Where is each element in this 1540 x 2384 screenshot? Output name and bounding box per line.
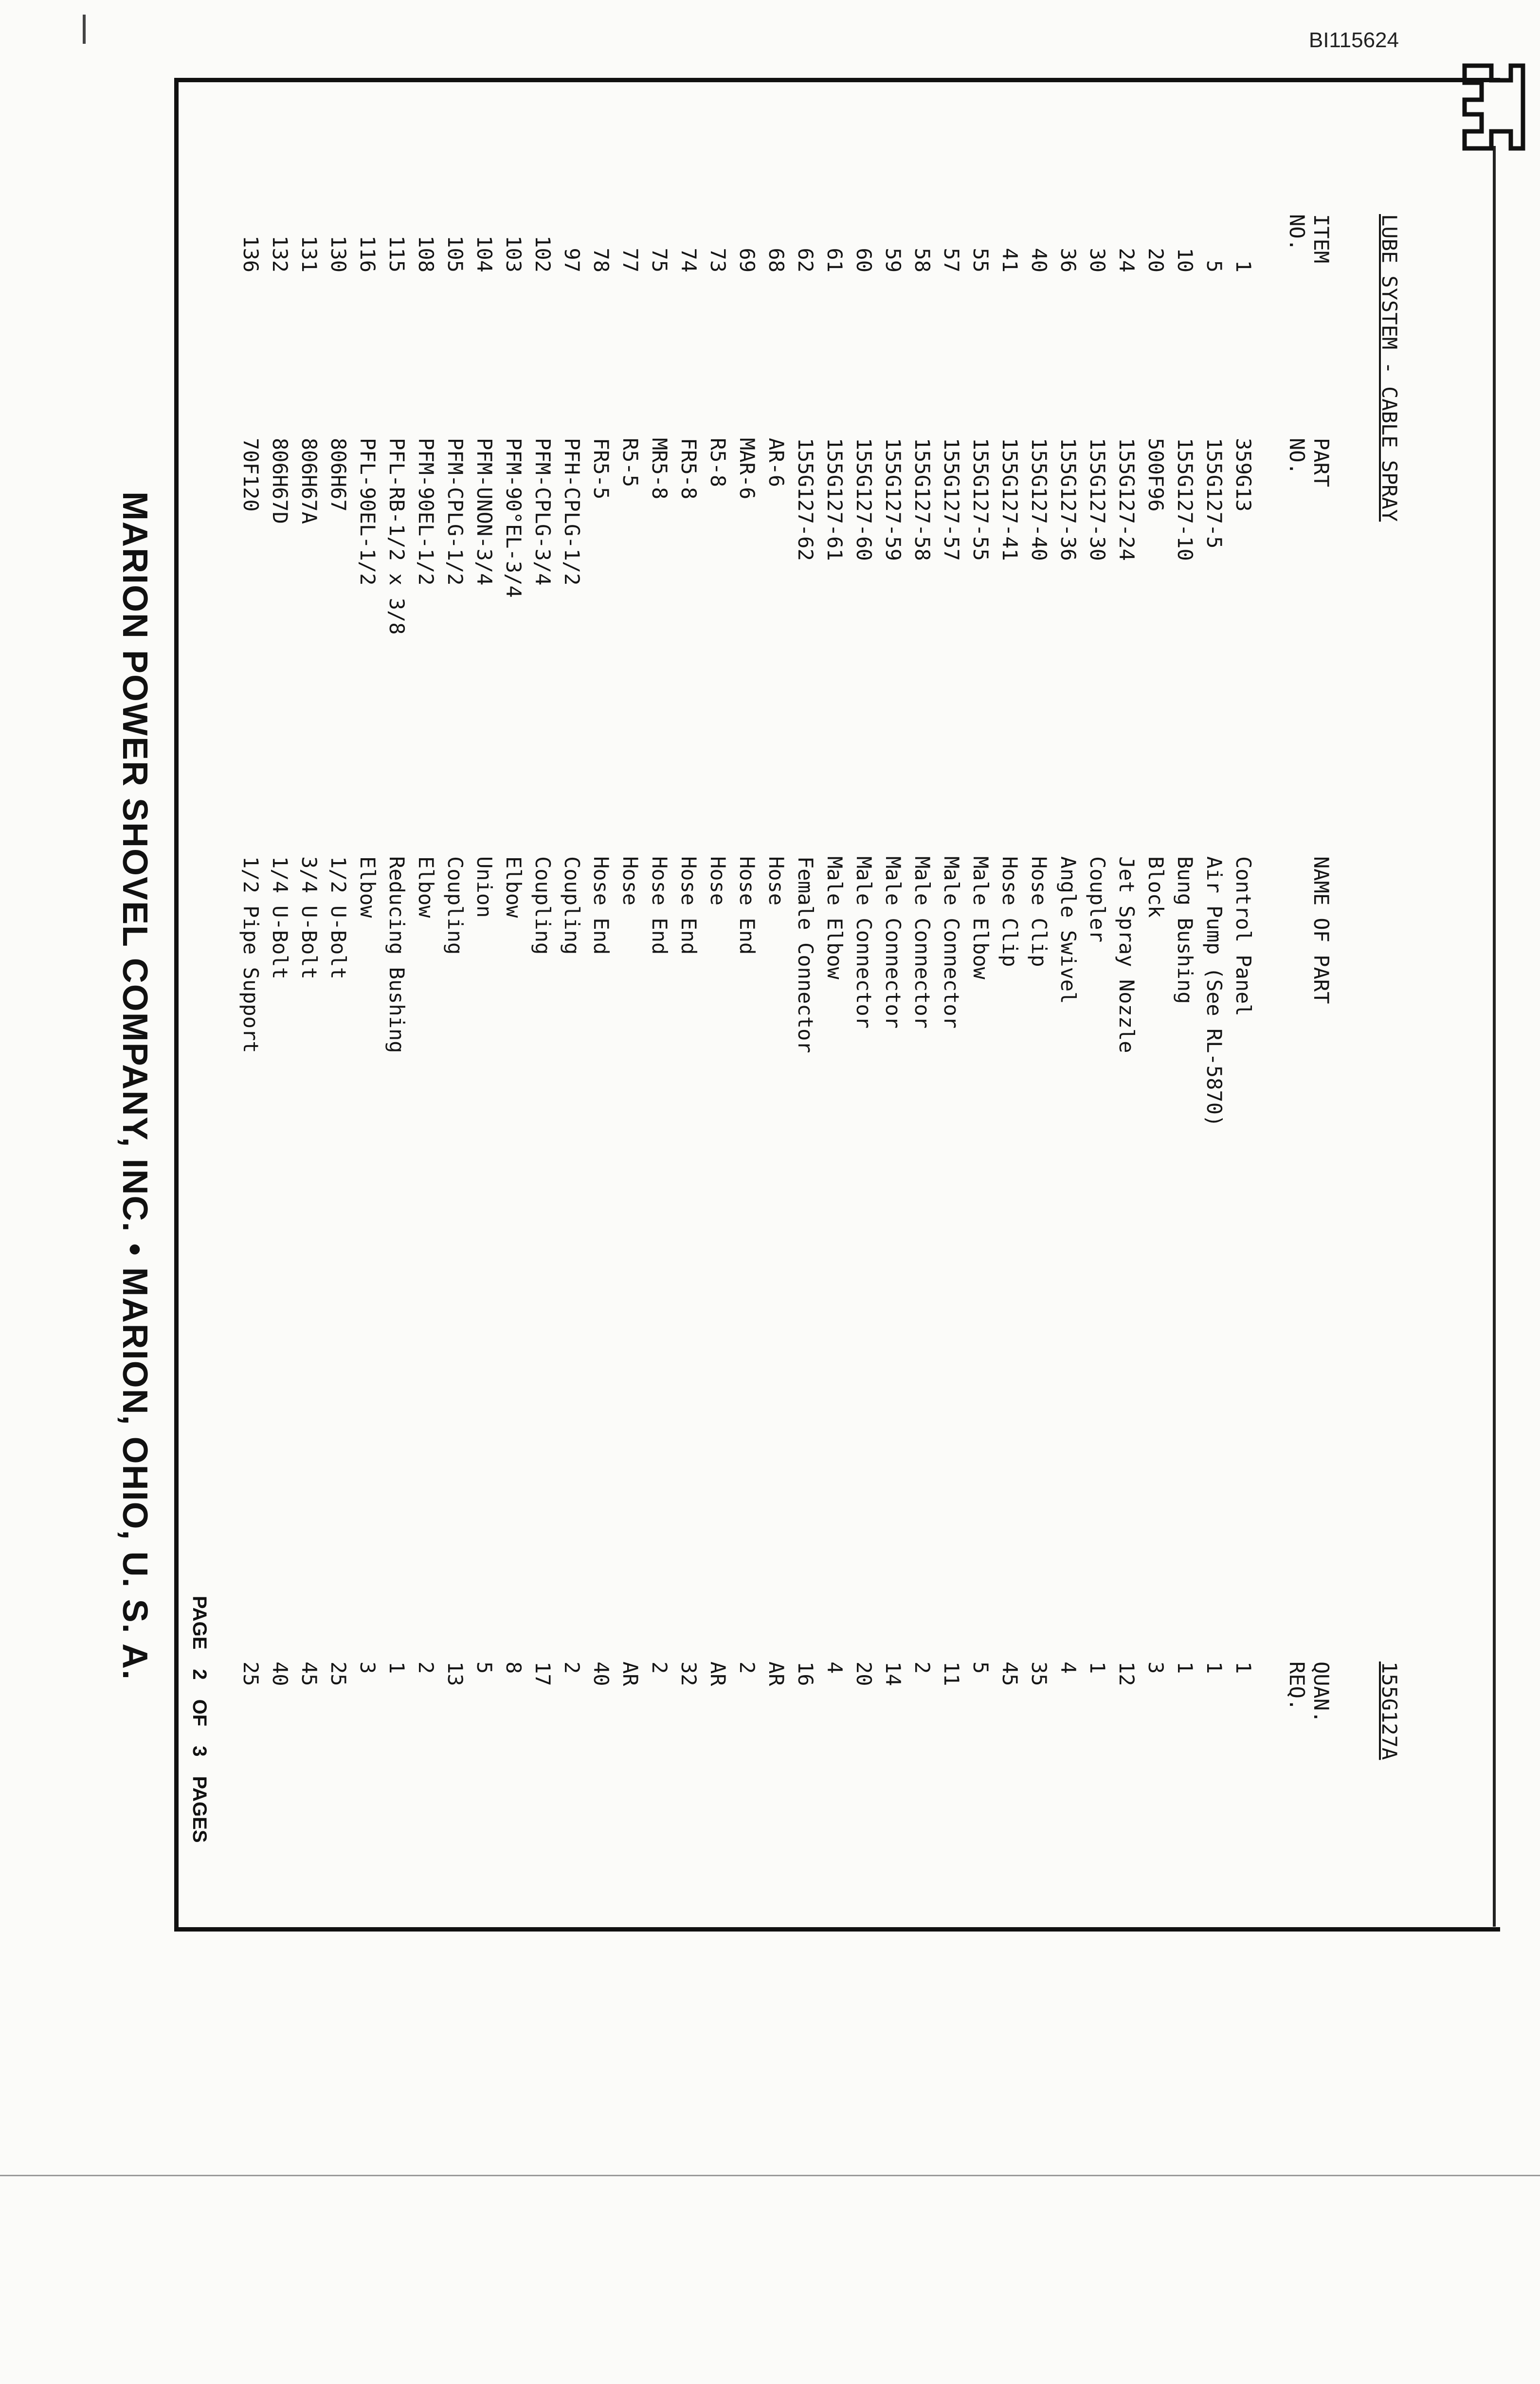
table-row	[934, 214, 963, 1771]
item-no-cell: 60	[852, 248, 876, 272]
quantity-cell: 40	[268, 1662, 292, 1686]
table-row	[730, 214, 759, 1771]
quantity-cell: 32	[677, 1662, 701, 1686]
quantity-cell: 3	[1144, 1662, 1168, 1674]
part-no-cell: 155G127-60	[852, 438, 876, 561]
quantity-cell: 2	[910, 1662, 934, 1674]
item-no-cell: 75	[648, 248, 671, 272]
table-row	[1022, 214, 1051, 1771]
quantity-cell: 40	[589, 1662, 613, 1686]
quantity-cell: 11	[940, 1662, 963, 1686]
item-no-cell: 30	[1086, 248, 1109, 272]
quantity-cell: 1	[1232, 1662, 1255, 1674]
part-name-cell: Coupling	[560, 856, 584, 955]
page-number: 2	[189, 1669, 210, 1680]
part-name-cell: Elbow	[502, 856, 525, 918]
table-row	[292, 214, 321, 1771]
item-no-cell: 1	[1232, 260, 1255, 272]
table-row	[876, 214, 905, 1771]
item-no-cell: 59	[881, 248, 905, 272]
part-no-cell: 155G127-59	[881, 438, 905, 561]
part-name-cell: Male Connector	[852, 856, 876, 1029]
quantity-cell: 2	[648, 1662, 671, 1674]
quantity-cell: 5	[472, 1662, 496, 1674]
part-name-cell: Hose End	[589, 856, 613, 955]
part-no-cell: 500F96	[1144, 438, 1168, 512]
pages-label: PAGES	[189, 1776, 210, 1843]
part-no-cell: PFH-CPLG-1/2	[560, 438, 584, 586]
part-no-cell: PFL-RB-1/2 x 3/8	[385, 438, 409, 635]
table-row	[321, 214, 350, 1771]
header-item-no: ITEM NO.	[1285, 214, 1333, 264]
part-name-cell: Male Elbow	[823, 856, 847, 979]
parts-table-body	[234, 214, 1255, 1771]
quantity-cell: 2	[560, 1662, 584, 1674]
part-no-cell: R5-8	[706, 438, 730, 488]
part-name-cell: Coupling	[443, 856, 467, 955]
part-no-cell: 155G127-30	[1086, 438, 1109, 561]
part-name-cell: Hose Clip	[1027, 856, 1051, 967]
part-name-cell: Hose End	[648, 856, 671, 955]
part-no-cell: PFM-CPLG-3/4	[531, 438, 555, 586]
item-no-cell: 74	[677, 248, 701, 272]
part-name-cell: 3/4 U-Bolt	[297, 856, 321, 979]
part-name-cell: Reducing Bushing	[385, 856, 409, 1053]
scan-speck	[83, 15, 86, 44]
table-row	[759, 214, 788, 1771]
part-no-cell: 155G127-61	[823, 438, 847, 561]
item-no-cell: 40	[1027, 248, 1051, 272]
document-title: LUBE SYSTEM - CABLE SPRAY	[1377, 214, 1401, 522]
item-no-cell: 55	[969, 248, 993, 272]
part-no-cell: PFM-90°EL-3/4	[502, 438, 525, 598]
part-no-cell: 359G13	[1232, 438, 1255, 512]
table-row	[438, 214, 467, 1771]
table-row	[555, 214, 584, 1771]
table-row	[1051, 214, 1080, 1771]
item-no-cell: 130	[326, 235, 350, 272]
header-part-no: PART NO.	[1285, 438, 1333, 488]
item-no-cell: 102	[531, 235, 555, 272]
quantity-cell: 1	[385, 1662, 409, 1674]
quantity-cell: 4	[1056, 1662, 1080, 1674]
quantity-cell: 8	[502, 1662, 525, 1674]
quantity-cell: 14	[881, 1662, 905, 1686]
quantity-cell: 4	[823, 1662, 847, 1674]
table-row	[496, 214, 525, 1771]
part-name-cell: Male Elbow	[969, 856, 993, 979]
item-no-cell: 103	[502, 235, 525, 272]
table-row	[788, 214, 817, 1771]
part-name-cell: 1/2 Pipe Support	[239, 856, 263, 1053]
quantity-cell: 45	[297, 1662, 321, 1686]
of-label: OF	[189, 1699, 210, 1727]
parts-list	[234, 214, 1401, 1771]
part-name-cell: Hose Clip	[998, 856, 1022, 967]
part-no-cell: 806H67D	[268, 438, 292, 524]
quantity-cell: AR	[764, 1662, 788, 1686]
part-no-cell: 155G127-55	[969, 438, 993, 561]
table-row	[817, 214, 847, 1771]
document-id: 155G127A	[1377, 1662, 1401, 1760]
table-row	[1139, 214, 1168, 1771]
item-no-cell: 132	[268, 235, 292, 272]
frame-right-rule	[1493, 146, 1496, 1927]
part-name-cell: Block	[1144, 856, 1168, 918]
part-no-cell: MAR-6	[735, 438, 759, 500]
part-name-cell: Control Panel	[1232, 856, 1255, 1016]
part-no-cell: 155G127-40	[1027, 438, 1051, 561]
quantity-cell: 25	[239, 1662, 263, 1686]
quantity-cell: 1	[1086, 1662, 1109, 1674]
part-no-cell: 806H67A	[297, 438, 321, 524]
part-no-cell: 155G127-57	[940, 438, 963, 561]
item-no-cell: 68	[764, 248, 788, 272]
item-no-cell: 69	[735, 248, 759, 272]
quantity-cell: 1	[1202, 1662, 1226, 1674]
quantity-cell: 20	[852, 1662, 876, 1686]
part-name-cell: Elbow	[414, 856, 438, 918]
part-no-cell: 155G127-24	[1115, 438, 1139, 561]
part-no-cell: 155G127-41	[998, 438, 1022, 561]
part-no-cell: 155G127-5	[1202, 438, 1226, 549]
table-row	[525, 214, 555, 1771]
table-row	[963, 214, 993, 1771]
table-row	[905, 214, 934, 1771]
quantity-cell: 12	[1115, 1662, 1139, 1686]
part-name-cell: Hose End	[735, 856, 759, 955]
part-name-cell: Hose End	[677, 856, 701, 955]
part-no-cell: AR-6	[764, 438, 788, 488]
item-no-cell: 77	[618, 248, 642, 272]
part-no-cell: FR5-5	[589, 438, 613, 500]
part-name-cell: Male Connector	[910, 856, 934, 1029]
table-row	[642, 214, 671, 1771]
quantity-cell: 5	[969, 1662, 993, 1674]
part-name-cell: Hose	[618, 856, 642, 906]
part-no-cell: 806H67	[326, 438, 350, 512]
part-name-cell: Male Connector	[940, 856, 963, 1029]
part-no-cell: 155G127-36	[1056, 438, 1080, 561]
part-no-cell: PFM-UNON-3/4	[472, 438, 496, 586]
item-no-cell: 115	[385, 235, 409, 272]
item-no-cell: 36	[1056, 248, 1080, 272]
quantity-cell: 17	[531, 1662, 555, 1686]
table-row	[1168, 214, 1197, 1771]
item-no-cell: 78	[589, 248, 613, 272]
table-row	[467, 214, 496, 1771]
table-row	[1197, 214, 1226, 1771]
item-no-cell: 131	[297, 235, 321, 272]
table-row	[1080, 214, 1109, 1771]
table-row	[380, 214, 409, 1771]
part-name-cell: Hose	[764, 856, 788, 906]
table-row	[993, 214, 1022, 1771]
quantity-cell: AR	[618, 1662, 642, 1686]
part-name-cell: Jet Spray Nozzle	[1115, 856, 1139, 1053]
quantity-cell: 25	[326, 1662, 350, 1686]
item-no-cell: 105	[443, 235, 467, 272]
table-row	[847, 214, 876, 1771]
part-no-cell: 70F120	[239, 438, 263, 512]
part-name-cell: Female Connector	[794, 856, 817, 1053]
item-no-cell: 104	[472, 235, 496, 272]
item-no-cell: 108	[414, 235, 438, 272]
part-name-cell: Union	[472, 856, 496, 918]
table-row	[701, 214, 730, 1771]
item-no-cell: 62	[794, 248, 817, 272]
part-name-cell: Coupler	[1086, 856, 1109, 943]
table-row	[671, 214, 701, 1771]
quantity-cell: 3	[356, 1662, 380, 1674]
part-no-cell: 155G127-62	[794, 438, 817, 561]
quantity-cell: 13	[443, 1662, 467, 1686]
part-name-cell: Elbow	[356, 856, 380, 918]
item-no-cell: 24	[1115, 248, 1139, 272]
item-no-cell: 116	[356, 235, 380, 272]
table-row	[584, 214, 613, 1771]
part-name-cell: Bung Bushing	[1173, 856, 1197, 1004]
quantity-cell: 45	[998, 1662, 1022, 1686]
quantity-cell: 16	[794, 1662, 817, 1686]
part-no-cell: 155G127-10	[1173, 438, 1197, 561]
page-indicator	[176, 1596, 210, 1888]
table-row	[1109, 214, 1139, 1771]
part-no-cell: PFM-90EL-1/2	[414, 438, 438, 586]
marion-logo-icon	[1455, 58, 1528, 156]
bates-number: BI115624	[1308, 28, 1399, 52]
quantity-cell: AR	[706, 1662, 730, 1686]
part-name-cell: Hose	[706, 856, 730, 906]
table-row	[409, 214, 438, 1771]
part-name-cell: Air Pump (See RL-5870)	[1202, 856, 1226, 1127]
item-no-cell: 61	[823, 248, 847, 272]
part-no-cell: 155G127-58	[910, 438, 934, 561]
table-row	[350, 214, 380, 1771]
item-no-cell: 5	[1202, 260, 1226, 272]
quantity-cell: 35	[1027, 1662, 1051, 1686]
total-pages: 3	[189, 1746, 210, 1757]
part-no-cell: PFM-CPLG-1/2	[443, 438, 467, 586]
table-row	[263, 214, 292, 1771]
company-footer: MARION POWER SHOVEL COMPANY, INC. • MARION, OHIO, U. S. A.	[115, 491, 154, 1681]
part-name-cell: 1/4 U-Bolt	[268, 856, 292, 979]
part-name-cell: Male Connector	[881, 856, 905, 1029]
quantity-cell: 1	[1173, 1662, 1197, 1674]
part-name-cell: Angle Swivel	[1056, 856, 1080, 1004]
table-row	[1226, 214, 1255, 1771]
part-no-cell: MR5-8	[648, 438, 671, 500]
item-no-cell: 10	[1173, 248, 1197, 272]
part-no-cell: FR5-8	[677, 438, 701, 500]
table-row	[613, 214, 642, 1771]
table-row	[234, 214, 263, 1771]
item-no-cell: 73	[706, 248, 730, 272]
header-quantity: QUAN. REQ.	[1285, 1662, 1333, 1723]
item-no-cell: 41	[998, 248, 1022, 272]
item-no-cell: 20	[1144, 248, 1168, 272]
item-no-cell: 136	[239, 235, 263, 272]
part-no-cell: R5-5	[618, 438, 642, 488]
scan-edge-line	[0, 2175, 1540, 2176]
item-no-cell: 58	[910, 248, 934, 272]
header-name-of-part: NAME OF PART	[1309, 856, 1333, 1004]
part-name-cell: Coupling	[531, 856, 555, 955]
part-name-cell: 1/2 U-Bolt	[326, 856, 350, 979]
item-no-cell: 57	[940, 248, 963, 272]
item-no-cell: 97	[560, 248, 584, 272]
page-label: PAGE	[189, 1596, 210, 1650]
quantity-cell: 2	[414, 1662, 438, 1674]
quantity-cell: 2	[735, 1662, 759, 1674]
part-no-cell: PFL-90EL-1/2	[356, 438, 380, 586]
